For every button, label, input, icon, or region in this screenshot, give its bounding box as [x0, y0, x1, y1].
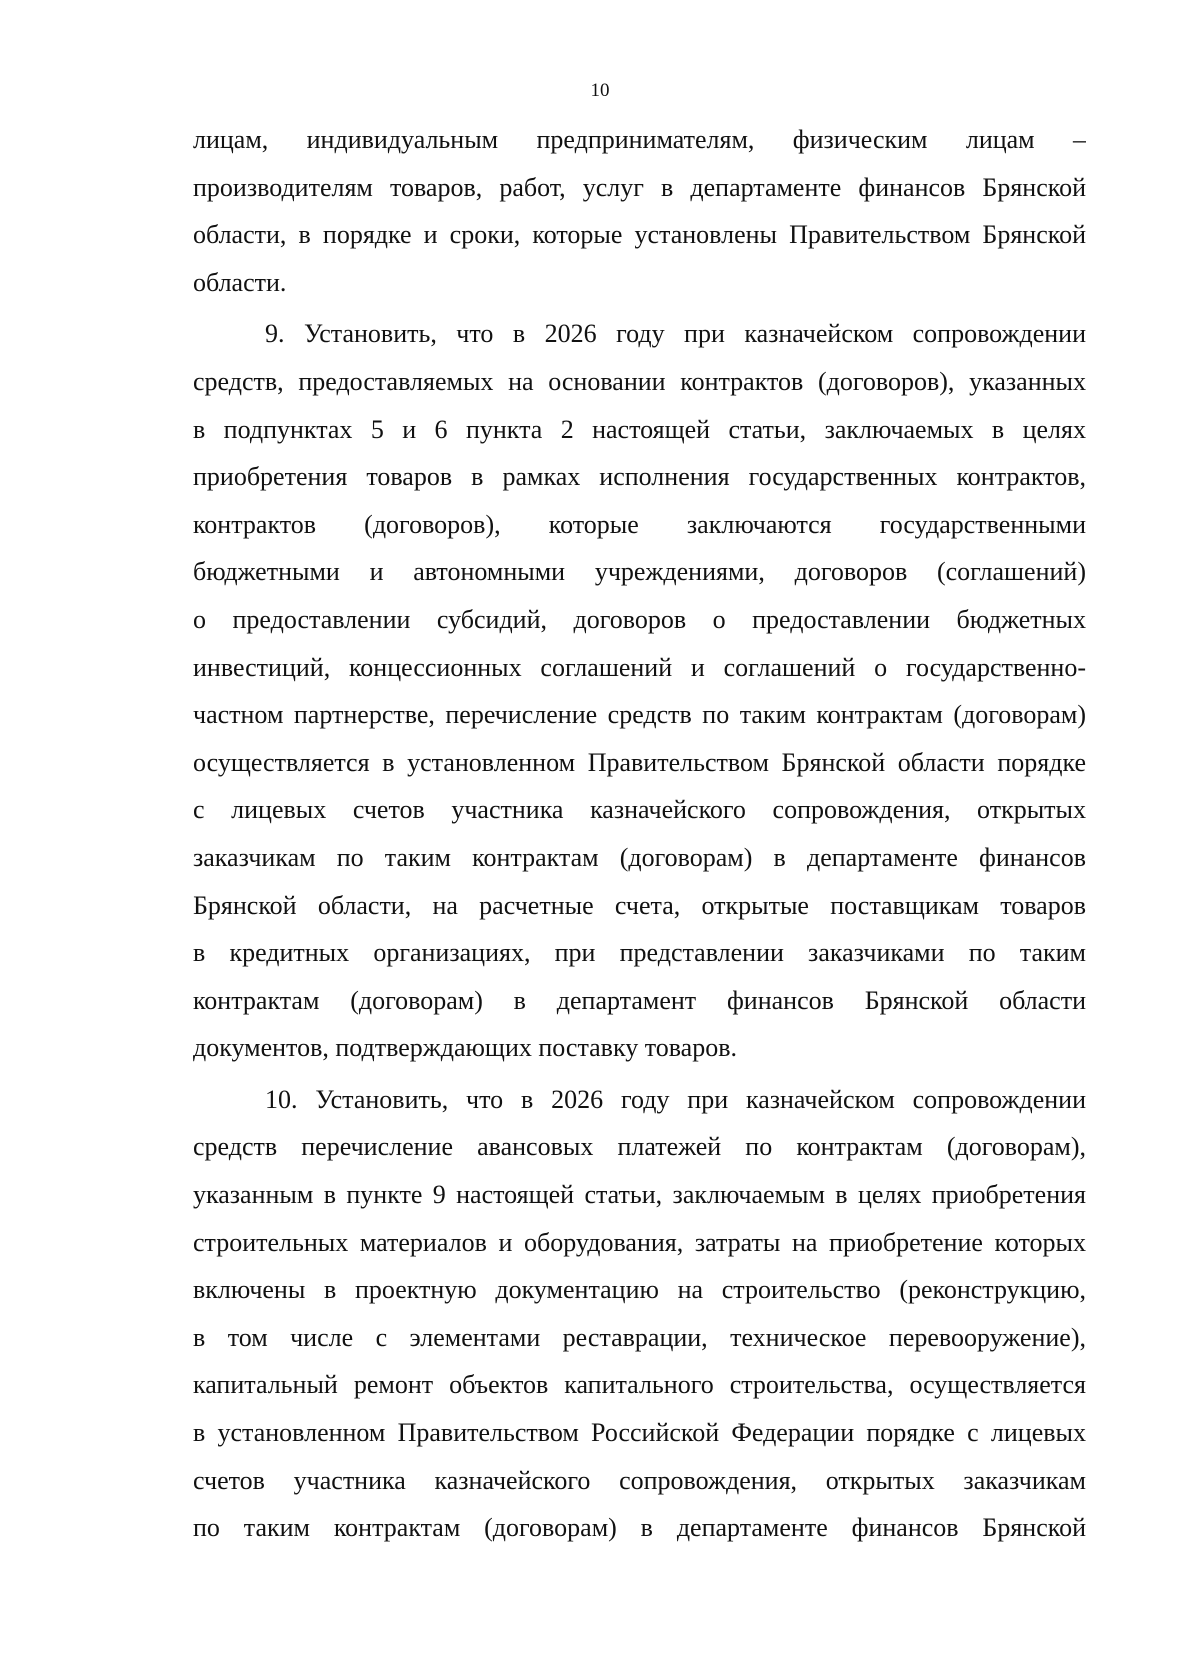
text-line: о предоставлении субсидий, договоров о предоставлении бюджетных — [193, 604, 1086, 634]
text-line: в подпунктах 5 и 6 пункта 2 настоящей статьи, заключаемых в целях — [193, 414, 1086, 444]
text-line: по таким контрактам (договорам) в департаменте финансов Брянской — [193, 1513, 1086, 1543]
paragraph — [193, 310, 1086, 1072]
text-line: частном партнерстве, перечисление средств по таким контрактам (договорам) — [193, 700, 1086, 730]
text-line: с лицевых счетов участника казначейского сопровождения, открытых — [193, 795, 1086, 825]
text-line: лицам, индивидуальным предпринимателям, физическим лицам – — [193, 125, 1086, 154]
text-line: 10. Установить, что в 2026 году при казначейском сопровождении — [265, 1084, 1086, 1114]
text-line: заказчикам по таким контрактам (договорам) в департаменте финансов — [193, 842, 1086, 872]
paragraph — [193, 1076, 1086, 1552]
text-line: области, в порядке и сроки, которые установлены Правительством Брянской — [193, 220, 1086, 250]
text-line: в том числе с элементами реставрации, техническое перевооружение), — [193, 1322, 1086, 1352]
text-line: указанным в пункте 9 настоящей статьи, заключаемым в целях приобретения — [193, 1180, 1086, 1210]
text-line: 9. Установить, что в 2026 году при казначейском сопровождении — [265, 319, 1086, 349]
text-line: в кредитных организациях, при представлении заказчиками по таким — [193, 938, 1086, 968]
text-line: контрактам (договорам) в департамент финансов Брянской области — [193, 985, 1086, 1015]
text-line: капитальный ремонт объектов капитального строительства, осуществляется — [193, 1370, 1086, 1400]
text-line: инвестиций, концессионных соглашений и соглашений о государственно- — [193, 652, 1086, 682]
text-line: Брянской области, на расчетные счета, открытые поставщикам товаров — [193, 890, 1086, 920]
text-line: документов, подтверждающих поставку товаров. — [193, 1033, 737, 1063]
text-line: области. — [193, 267, 287, 297]
text-line: осуществляется в установленном Правительством Брянской области порядке — [193, 747, 1086, 777]
paragraph — [193, 116, 1086, 306]
text-line: производителям товаров, работ, услуг в департаменте финансов Брянской — [193, 172, 1086, 202]
text-line: средств, предоставляемых на основании контрактов (договоров), указанных — [193, 366, 1086, 396]
text-line: средств перечисление авансовых платежей по контрактам (договорам), — [193, 1132, 1086, 1162]
document-body — [193, 116, 1086, 1552]
text-line: приобретения товаров в рамках исполнения государственных контрактов, — [193, 462, 1086, 492]
text-line: в установленном Правительством Российской Федерации порядке с лицевых — [193, 1418, 1086, 1448]
text-line: счетов участника казначейского сопровождения, открытых заказчикам — [193, 1465, 1086, 1495]
text-line: контрактов (договоров), которые заключаются государственными — [193, 509, 1086, 539]
text-line: строительных материалов и оборудования, затраты на приобретение которых — [193, 1227, 1086, 1257]
text-line: бюджетными и автономными учреждениями, договоров (соглашений) — [193, 557, 1086, 587]
page-number: 10 — [590, 80, 610, 101]
text-line: включены в проектную документацию на строительство (реконструкцию, — [193, 1275, 1086, 1305]
